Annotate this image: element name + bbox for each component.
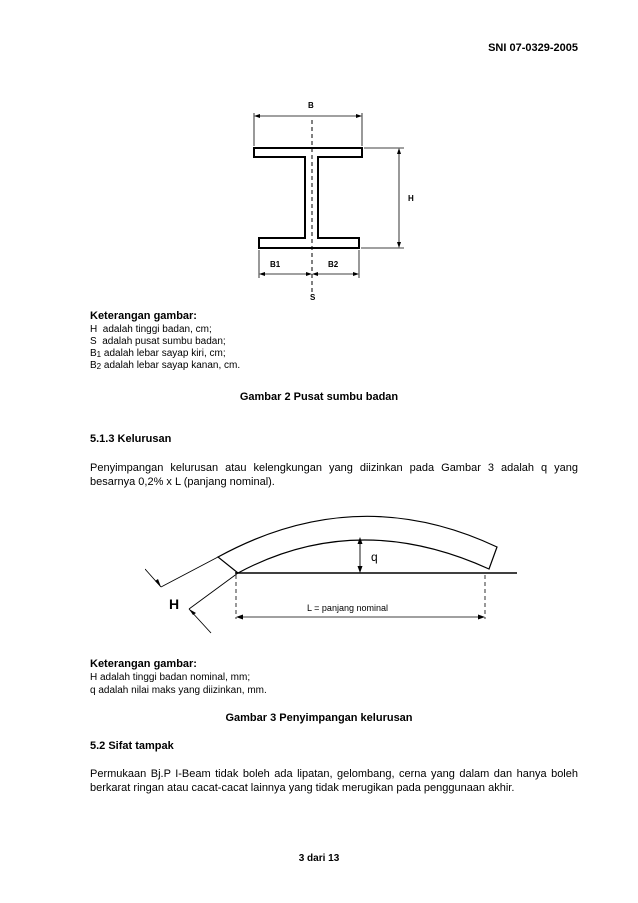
document-code: SNI 07-0329-2005 [488,42,578,54]
figure-2-note: H adalah tinggi badan, cm; [90,324,212,335]
figure-2-note: B1 adalah lebar sayap kiri, cm; [90,348,226,359]
label-q: q [371,550,378,564]
section-5-2-heading: 5.2 Sifat tampak [90,740,174,752]
label-h: H [408,194,414,203]
page-number: 3 dari 13 [298,853,340,864]
figure-3-note-title: Keterangan gambar: [90,658,197,670]
figure-2-ibeam-diagram [232,88,432,313]
label-l: L = panjang nominal [307,603,388,613]
figure-2-note-title: Keterangan gambar: [90,310,197,322]
label-b2: B2 [328,260,339,269]
figure-2-note: B2 adalah lebar sayap kanan, cm. [90,360,241,371]
figure-3-straightness-diagram [145,497,523,649]
figure-2-caption: Gambar 2 Pusat sumbu badan [239,391,399,403]
figure-3-note: q adalah nilai maks yang diizinkan, mm. [90,685,267,696]
figure-3-note: H adalah tinggi badan nominal, mm; [90,672,251,683]
section-5-1-3-heading: 5.1.3 Kelurusan [90,433,172,445]
label-s: S [310,293,316,302]
figure-2-note: S adalah pusat sumbu badan; [90,336,226,347]
section-5-2-paragraph: Permukaan Bj.P I-Beam tidak boleh ada lipatan, gelombang, cerna yang dalam dan hanya boleh berkarat ringan atau cacat-cacat lainnya yang tidak merugikan pada penggunaan akhir. [90,768,578,794]
figure-3-caption: Gambar 3 Penyimpangan kelurusan [225,712,413,724]
label-h: H [169,596,180,612]
label-b1: B1 [270,260,281,269]
section-5-1-3-paragraph: Penyimpangan kelurusan atau kelengkungan yang diizinkan pada Gambar 3 adalah q yang besarnya 0,2% x L (panjang nominal). [90,462,578,488]
label-b: B [308,101,314,110]
